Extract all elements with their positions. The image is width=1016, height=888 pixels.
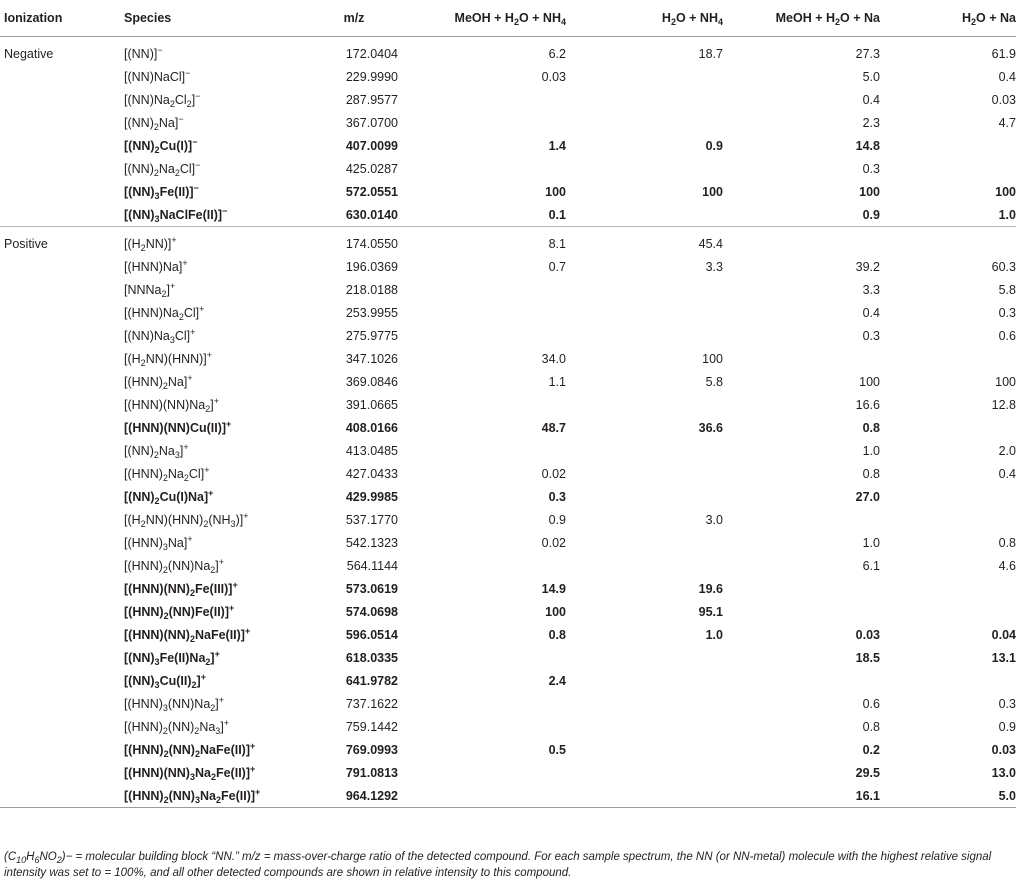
meoh-h2o-na-cell: 16.6 [855,397,880,412]
table-body [0,37,1016,808]
table-row [0,88,1016,111]
h2o-na-cell [880,600,1016,623]
meoh-h2o-na-cell: 27.3 [855,46,880,61]
mz-cell: 367.0700 [345,115,398,130]
species-cell: $[(NN)Na_3Cl]^+$ [124,326,196,345]
meoh-h2o-nh4-cell [398,157,566,180]
mz-cell: 218.0188 [345,282,398,297]
table-row [0,462,1016,485]
meoh-h2o-na-cell: 5.0 [862,69,880,84]
meoh-h2o-nh4-cell [398,692,566,715]
meoh-h2o-nh4-cell: 0.9 [548,512,566,527]
h2o-nh4-cell: 100 [702,351,723,366]
ionization-cell: Positive [4,236,48,251]
h2o-na-cell: 0.03 [991,92,1016,107]
meoh-h2o-nh4-cell [398,111,566,134]
h2o-nh4-cell [566,531,723,554]
meoh-h2o-na-cell: 100 [859,184,880,199]
mz-cell: 537.1770 [345,512,398,527]
h2o-na-cell: 0.8 [998,535,1016,550]
ionization-cell [0,324,110,347]
table-row [0,301,1016,324]
table-row [0,370,1016,393]
col-header-ionization: Ionization [0,0,110,37]
mz-cell: 572.0551 [345,184,398,199]
species-cell: $[(NN)Na_2Cl_2]^-$ [124,90,201,109]
h2o-nh4-cell [566,761,723,784]
ionization-cell [0,255,110,278]
meoh-h2o-na-cell: 0.3 [862,328,880,343]
meoh-h2o-na-cell: 14.8 [855,138,880,153]
meoh-h2o-nh4-cell [398,761,566,784]
ionization-cell [0,180,110,203]
meoh-h2o-na-cell [723,577,880,600]
species-cell: $[(HNN)(NN)Na_2]^+$ [124,395,220,414]
ionization-cell [0,439,110,462]
table-row [0,646,1016,669]
ionization-cell [0,203,110,227]
ionization-cell [0,278,110,301]
col-header-h2o-na: $H_2O + Na$ [880,0,1016,37]
species-cell: $[(NN)_2Cu(I)]^-$ [124,136,198,155]
meoh-h2o-na-cell: 2.3 [862,115,880,130]
meoh-h2o-na-cell: 3.3 [862,282,880,297]
meoh-h2o-na-cell: 0.8 [862,466,880,481]
meoh-h2o-nh4-cell: 100 [545,604,566,619]
species-cell: $[(NN)_3Fe(II)]^-$ [124,182,199,201]
table-footnote: $(C_{10}H_6NO_2)-$ = molecular building block “NN.” m/z = mass-over-charge ratio of the detected compound. For each sample spectrum, the NN (or NN-metal) molecule with the highest relative signal intensity was set to = 100%, and all other detected compounds are shown in relative intensity to this compound. [4,851,992,879]
h2o-nh4-cell [566,554,723,577]
ionization-cell [0,784,110,808]
ionization-cell [0,600,110,623]
species-cell: $[(H_2NN)]^+$ [124,234,177,253]
ionization-cell [0,715,110,738]
h2o-nh4-cell [566,278,723,301]
table-row [0,669,1016,692]
table-row [0,111,1016,134]
table-row [0,554,1016,577]
h2o-nh4-cell [566,692,723,715]
h2o-nh4-cell [566,393,723,416]
species-cell: $[(NN)_2Cu(I)Na]^+$ [124,487,214,506]
meoh-h2o-na-cell: 1.0 [862,443,880,458]
meoh-h2o-nh4-cell: 6.2 [548,46,566,61]
h2o-na-cell: 4.7 [998,115,1016,130]
meoh-h2o-na-cell: 29.5 [855,765,880,780]
h2o-nh4-cell [566,111,723,134]
mz-cell: 573.0619 [345,581,398,596]
species-cell: $[(HNN)_2(NN)_2Na_3]^+$ [124,717,230,736]
table-row [0,65,1016,88]
ionization-cell [0,761,110,784]
meoh-h2o-nh4-cell [398,554,566,577]
h2o-na-cell: 0.04 [991,627,1016,642]
mz-cell: 574.0698 [345,604,398,619]
col-header-mz: m/z [310,0,398,37]
mz-cell: 791.0813 [345,765,398,780]
table-row [0,623,1016,646]
species-cell: $[(HNN)_2(NN)Na_2]^+$ [124,556,225,575]
table-row [0,439,1016,462]
species-cell: $[(NN)_3Fe(II)Na_2]^+$ [124,648,220,667]
mz-cell: 425.0287 [345,161,398,176]
h2o-nh4-cell: 18.7 [698,46,723,61]
table-row [0,692,1016,715]
h2o-nh4-cell [566,203,723,227]
meoh-h2o-nh4-cell: 14.9 [541,581,566,596]
meoh-h2o-na-cell: 100 [859,374,880,389]
h2o-nh4-cell: 3.3 [705,259,723,274]
h2o-na-cell: 61.9 [991,46,1016,61]
h2o-nh4-cell [566,715,723,738]
col-header-species: Species [110,0,310,37]
table-row [0,157,1016,180]
mz-cell: 641.9782 [345,673,398,688]
table-row [0,278,1016,301]
species-cell: $[(HNN)_2Na]^+$ [124,372,193,391]
meoh-h2o-nh4-cell: 2.4 [548,673,566,688]
h2o-nh4-cell [566,669,723,692]
species-cell: $[(NN)_2Na_2Cl]^-$ [124,159,201,178]
species-cell: $[(NN)_2Na]^-$ [124,113,184,132]
h2o-nh4-cell [566,88,723,111]
header-row [0,0,1016,37]
mz-cell: 229.9990 [345,69,398,84]
meoh-h2o-nh4-cell [398,439,566,462]
meoh-h2o-na-cell [723,669,880,692]
h2o-na-cell: 0.4 [998,466,1016,481]
h2o-na-cell: 13.0 [991,765,1016,780]
mz-cell: 253.9955 [345,305,398,320]
meoh-h2o-nh4-cell [398,88,566,111]
h2o-na-cell [880,232,1016,255]
mz-cell: 769.0993 [345,742,398,757]
meoh-h2o-na-cell: 39.2 [855,259,880,274]
h2o-nh4-cell: 5.8 [705,374,723,389]
mz-cell: 427.0433 [345,466,398,481]
meoh-h2o-nh4-cell: 100 [545,184,566,199]
col-header-h2o-nh4: $H_2O + NH_4$ [566,0,723,37]
ionization-cell [0,134,110,157]
meoh-h2o-nh4-cell: 0.02 [541,466,566,481]
mz-cell: 172.0404 [345,46,398,61]
meoh-h2o-na-cell: 0.6 [862,696,880,711]
species-cell: $[(HNN)_2Na_2Cl]^+$ [124,464,210,483]
meoh-h2o-na-cell [723,600,880,623]
meoh-h2o-nh4-cell [398,393,566,416]
mz-cell: 737.1622 [345,696,398,711]
meoh-h2o-nh4-cell: 0.02 [541,535,566,550]
table-row [0,203,1016,227]
h2o-na-cell [880,134,1016,157]
species-cell: [NNNa$_2$]+ [124,280,176,299]
species-cell: $[(HNN)_2(NN)_3Na_2Fe(II)]^+$ [110,784,310,808]
meoh-h2o-nh4-cell [398,646,566,669]
h2o-na-cell [880,669,1016,692]
mz-cell: 287.9577 [345,92,398,107]
species-cell: $[(HNN)(NN)_2NaFe(II)]^+$ [124,625,251,644]
ionization-cell [0,531,110,554]
ionization-cell [0,669,110,692]
ionization-cell [0,88,110,111]
h2o-na-cell: 12.8 [991,397,1016,412]
meoh-h2o-na-cell: 1.0 [862,535,880,550]
meoh-h2o-na-cell [723,347,880,370]
table-row [0,255,1016,278]
mz-cell: 630.0140 [310,203,398,227]
table-row [0,577,1016,600]
h2o-nh4-cell: 0.9 [705,138,723,153]
meoh-h2o-nh4-cell [398,301,566,324]
mz-cell: 964.1292 [310,784,398,808]
ionization-cell [0,370,110,393]
table-row [0,232,1016,255]
meoh-h2o-na-cell: 0.03 [855,627,880,642]
h2o-na-cell: 0.4 [998,69,1016,84]
meoh-h2o-na-cell: 0.4 [862,92,880,107]
h2o-na-cell [880,508,1016,531]
h2o-nh4-cell [566,157,723,180]
mz-cell: 618.0335 [345,650,398,665]
h2o-na-cell: 0.6 [998,328,1016,343]
h2o-na-cell: 0.3 [998,696,1016,711]
ionization-cell [0,623,110,646]
meoh-h2o-na-cell: 0.8 [862,420,880,435]
h2o-nh4-cell: 36.6 [698,420,723,435]
mz-cell: 369.0846 [345,374,398,389]
species-cell: $[(HNN)_2(NN)_2NaFe(II)]^+$ [124,740,256,759]
ionization-cell [0,347,110,370]
ionization-cell: Negative [4,46,54,61]
meoh-h2o-nh4-cell: 48.7 [541,420,566,435]
mz-cell: 596.0514 [345,627,398,642]
meoh-h2o-nh4-cell: 34.0 [541,351,566,366]
h2o-nh4-cell [566,784,723,808]
mz-cell: 429.9985 [345,489,398,504]
table-row [0,600,1016,623]
meoh-h2o-nh4-cell: 0.8 [548,627,566,642]
ionization-cell [0,301,110,324]
meoh-h2o-nh4-cell: 0.1 [398,203,566,227]
table-row [0,393,1016,416]
h2o-na-cell: 1.0 [880,203,1016,227]
species-cell: $[(NN)_3Cu(II)_2]^+$ [124,671,206,690]
ionization-cell [0,554,110,577]
table-row [0,761,1016,784]
h2o-na-cell: 100 [995,184,1016,199]
ionization-cell [0,111,110,134]
meoh-h2o-na-cell: 0.2 [862,742,880,757]
species-cell: [(NN)]− [124,44,163,61]
meoh-h2o-na-cell: 16.1 [723,784,880,808]
meoh-h2o-nh4-cell [398,784,566,808]
mz-cell: 391.0665 [345,397,398,412]
meoh-h2o-na-cell: 27.0 [855,489,880,504]
meoh-h2o-nh4-cell: 1.1 [548,374,566,389]
h2o-na-cell: 13.1 [991,650,1016,665]
h2o-na-cell: 5.0 [880,784,1016,808]
ionization-cell [0,692,110,715]
mz-cell: 413.0485 [345,443,398,458]
h2o-nh4-cell [566,646,723,669]
table-row [0,485,1016,508]
mz-cell: 174.0550 [345,236,398,251]
meoh-h2o-na-cell: 0.9 [723,203,880,227]
mz-cell: 542.1323 [345,535,398,550]
species-cell: $[(HNN)(NN)_2Fe(III)]^+$ [124,579,238,598]
species-cell: $[(HNN)(NN)_3Na_2Fe(II)]^+$ [124,763,256,782]
h2o-na-cell: 100 [995,374,1016,389]
h2o-nh4-cell [566,301,723,324]
meoh-h2o-nh4-cell [398,324,566,347]
species-cell: $[(NN)_3NaClFe(II)]^-$ [110,203,310,227]
species-cell: $[(H_2NN)(HNN)_2(NH_3)]^+$ [124,510,249,529]
species-cell: $[(H_2NN)(HNN)]^+$ [124,349,213,368]
table-row [0,180,1016,203]
table-row [0,134,1016,157]
h2o-na-cell: 2.0 [998,443,1016,458]
ionization-cell [0,508,110,531]
h2o-na-cell [880,577,1016,600]
h2o-nh4-cell: 3.0 [705,512,723,527]
ionization-cell [0,485,110,508]
h2o-nh4-cell: 100 [702,184,723,199]
h2o-nh4-cell [566,439,723,462]
species-cell: [(HNN)Na]+ [124,257,188,274]
table-row [0,508,1016,531]
h2o-na-cell: 5.8 [998,282,1016,297]
mz-cell: 408.0166 [345,420,398,435]
h2o-na-cell: 60.3 [991,259,1016,274]
meoh-h2o-na-cell [723,232,880,255]
h2o-na-cell: 0.03 [991,742,1016,757]
meoh-h2o-na-cell: 0.8 [862,719,880,734]
h2o-na-cell: 4.6 [998,558,1016,573]
h2o-nh4-cell: 19.6 [698,581,723,596]
mz-cell: 347.1026 [345,351,398,366]
h2o-na-cell [880,157,1016,180]
h2o-nh4-cell [566,462,723,485]
h2o-na-cell [880,485,1016,508]
ionization-cell [0,577,110,600]
h2o-na-cell: 0.3 [998,305,1016,320]
species-cell: $[(HNN)_3(NN)Na_2]^+$ [124,694,225,713]
h2o-na-cell [880,416,1016,439]
meoh-h2o-nh4-cell: 8.1 [548,236,566,251]
species-cell: $[(HNN)_2(NN)Fe(II)]^+$ [124,602,235,621]
ionization-cell [0,393,110,416]
mz-cell: 196.0369 [345,259,398,274]
mz-cell: 564.1144 [346,558,398,573]
h2o-nh4-cell: 45.4 [698,236,723,251]
ionization-cell [0,738,110,761]
col-header-meoh-h2o-nh4: MeOH + $H_2O + NH_4$ [398,0,566,37]
meoh-h2o-nh4-cell: 0.7 [548,259,566,274]
h2o-nh4-cell: 1.0 [705,627,723,642]
species-cell: $[(NN)_2Na_3]^+$ [124,441,189,460]
mz-cell: 759.1442 [345,719,398,734]
ionization-cell [0,65,110,88]
ionization-cell [0,462,110,485]
table-row [0,324,1016,347]
h2o-nh4-cell [566,738,723,761]
species-cell: [(NN)NaCl]− [124,67,191,84]
ionization-cell [0,646,110,669]
meoh-h2o-na-cell: 6.1 [862,558,880,573]
h2o-nh4-cell [566,65,723,88]
table-row [0,715,1016,738]
table-row [0,416,1016,439]
ionization-cell [0,157,110,180]
table-row [0,738,1016,761]
meoh-h2o-nh4-cell: 0.3 [548,489,566,504]
h2o-na-cell: 0.9 [998,719,1016,734]
meoh-h2o-na-cell: 0.3 [862,161,880,176]
ionization-cell [0,416,110,439]
meoh-h2o-na-cell [723,508,880,531]
table-row [0,347,1016,370]
species-cell: [(HNN)(NN)Cu(II)]+ [124,418,232,435]
table-row [0,784,1016,808]
h2o-nh4-cell [566,324,723,347]
meoh-h2o-nh4-cell [398,278,566,301]
mz-cell: 275.9775 [345,328,398,343]
h2o-na-cell [880,347,1016,370]
h2o-nh4-cell: 95.1 [698,604,723,619]
meoh-h2o-na-cell: 18.5 [855,650,880,665]
table-row [0,531,1016,554]
col-header-meoh-h2o-na: MeOH + $H_2O + Na$ [723,0,880,37]
meoh-h2o-na-cell: 0.4 [862,305,880,320]
meoh-h2o-nh4-cell: 0.5 [548,742,566,757]
mz-cell: 407.0099 [345,138,398,153]
h2o-nh4-cell [566,485,723,508]
species-cell: $[(HNN)_3Na]^+$ [124,533,193,552]
meoh-h2o-nh4-cell: 0.03 [541,69,566,84]
meoh-h2o-nh4-cell [398,715,566,738]
meoh-h2o-nh4-cell: 1.4 [548,138,566,153]
species-cell: $[(HNN)Na_2Cl]^+$ [124,303,205,322]
table-row [0,42,1016,65]
